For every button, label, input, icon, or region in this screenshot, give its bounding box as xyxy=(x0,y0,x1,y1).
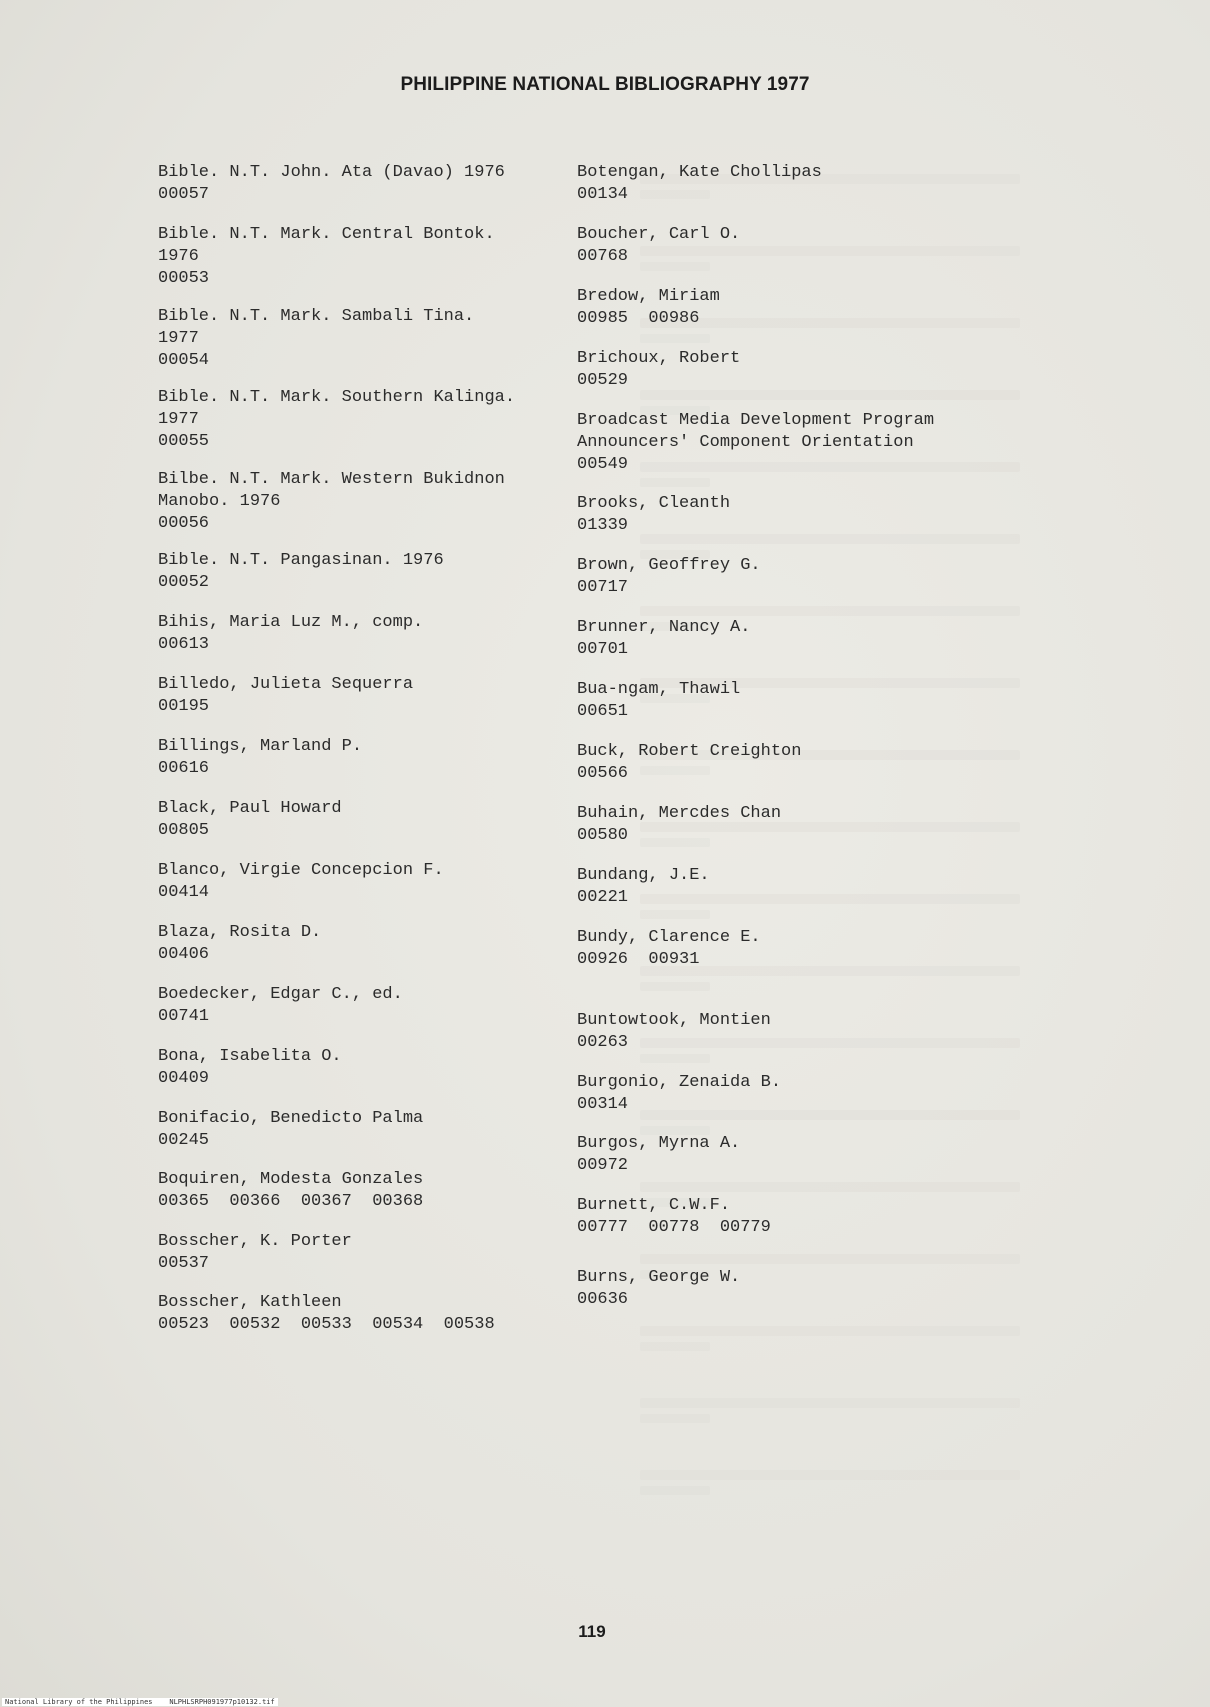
bibliography-entry xyxy=(158,469,505,535)
entry-line: 00523 00532 00533 00534 00538 xyxy=(158,1315,495,1334)
entry-heading: Burns, George W. xyxy=(577,1268,741,1287)
entry-heading: Billings, Marland P. xyxy=(158,737,363,756)
entry-heading: Burgonio, Zenaida B. xyxy=(577,1073,782,1092)
bibliography-entry xyxy=(577,1267,740,1311)
entry-heading: Bredow, Miriam xyxy=(577,287,720,306)
entry-line: 00926 00931 xyxy=(577,950,700,969)
entry-line: 00053 xyxy=(158,269,210,288)
bibliography-entry xyxy=(577,286,720,330)
entry-line: Announcers' Component Orientation xyxy=(577,433,914,452)
entry-heading: Buck, Robert Creighton xyxy=(577,742,802,761)
entry-line: 00414 xyxy=(158,883,210,902)
bibliography-entry xyxy=(577,865,710,909)
entry-line: 00529 xyxy=(577,371,629,390)
entry-heading: Boedecker, Edgar C., ed. xyxy=(158,985,403,1004)
entry-line: 00365 00366 00367 00368 xyxy=(158,1192,424,1211)
bibliography-entry xyxy=(158,736,362,780)
entry-heading: Bosscher, Kathleen xyxy=(158,1293,342,1312)
bibliography-entry xyxy=(577,617,750,661)
entry-heading: Bible. N.T. Mark. Sambali Tina. xyxy=(158,307,475,326)
bibliography-entry xyxy=(158,860,444,904)
bleed-through-line xyxy=(640,1470,1060,1536)
entry-heading: Boquiren, Modesta Gonzales xyxy=(158,1170,424,1189)
entry-heading: Billedo, Julieta Sequerra xyxy=(158,675,414,694)
bibliography-entry xyxy=(577,1195,771,1239)
entry-heading: Buntowtook, Montien xyxy=(577,1011,771,1030)
bibliography-entry xyxy=(158,922,321,966)
entry-line: 00314 xyxy=(577,1095,629,1114)
entry-line: 00717 xyxy=(577,578,629,597)
bibliography-entry xyxy=(158,550,444,594)
bleed-through-line xyxy=(640,1326,1060,1392)
bibliography-entry xyxy=(577,679,740,723)
bibliography-entry xyxy=(158,1169,423,1213)
bibliography-entry xyxy=(158,1292,495,1336)
entry-heading: Buhain, Mercdes Chan xyxy=(577,804,782,823)
entry-line: 1976 xyxy=(158,247,199,266)
entry-line: 1977 xyxy=(158,410,199,429)
entry-heading: Bosscher, K. Porter xyxy=(158,1232,352,1251)
bibliography-entry xyxy=(577,927,761,971)
entry-heading: Bible. N.T. Mark. Southern Kalinga. xyxy=(158,388,516,407)
bibliography-entry xyxy=(158,387,515,453)
entry-heading: Blaza, Rosita D. xyxy=(158,923,322,942)
entry-line: 00537 xyxy=(158,1254,210,1273)
entry-line: 00052 xyxy=(158,573,210,592)
entry-line: 00245 xyxy=(158,1131,210,1150)
bibliography-entry xyxy=(577,410,934,476)
bibliography-entry xyxy=(577,162,822,206)
bleed-through-line xyxy=(640,1398,1060,1464)
entry-heading: Brunner, Nancy A. xyxy=(577,618,751,637)
entry-heading: Bihis, Maria Luz M., comp. xyxy=(158,613,424,632)
entry-line: 00701 xyxy=(577,640,629,659)
entry-line: 00985 00986 xyxy=(577,309,700,328)
entry-line: 00613 xyxy=(158,635,210,654)
entry-line: 00777 00778 00779 xyxy=(577,1218,771,1237)
entry-line: 00566 xyxy=(577,764,629,783)
entry-heading: Bua-ngam, Thawil xyxy=(577,680,741,699)
bibliography-entry xyxy=(577,348,740,392)
entry-line: 00134 xyxy=(577,185,629,204)
entry-line: 00057 xyxy=(158,185,210,204)
entry-heading: Burnett, C.W.F. xyxy=(577,1196,731,1215)
bibliography-entry xyxy=(577,493,730,537)
entry-line: 00651 xyxy=(577,702,629,721)
entry-line: 00549 xyxy=(577,455,629,474)
bibliography-entry xyxy=(158,1108,423,1152)
entry-heading: Bundang, J.E. xyxy=(577,866,710,885)
entry-line: 00636 xyxy=(577,1290,629,1309)
entry-line: 00616 xyxy=(158,759,210,778)
bibliography-entry xyxy=(158,674,413,718)
entry-heading: Black, Paul Howard xyxy=(158,799,342,818)
entry-heading: Bona, Isabelita O. xyxy=(158,1047,342,1066)
scan-credit: National Library of the Philippines NLPHLSRPH091977p10132.tif xyxy=(2,1698,278,1706)
bibliography-entry xyxy=(158,798,342,842)
bibliography-entry xyxy=(158,224,495,290)
bibliography-entry xyxy=(577,741,801,785)
bibliography-entry xyxy=(577,1072,781,1116)
entry-line: 1977 xyxy=(158,329,199,348)
entry-heading: Bundy, Clarence E. xyxy=(577,928,761,947)
entry-line: 00263 xyxy=(577,1033,629,1052)
bibliography-entry xyxy=(158,162,505,206)
bibliography-entry xyxy=(577,555,761,599)
entry-heading: Blanco, Virgie Concepcion F. xyxy=(158,861,444,880)
entry-line: 01339 xyxy=(577,516,629,535)
page-title: PHILIPPINE NATIONAL BIBLIOGRAPHY 1977 xyxy=(400,74,810,95)
bibliography-entry xyxy=(158,612,423,656)
entry-line: 00056 xyxy=(158,514,210,533)
entry-heading: Burgos, Myrna A. xyxy=(577,1134,741,1153)
entry-heading: Bible. N.T. Pangasinan. 1976 xyxy=(158,551,444,570)
entry-line: 00406 xyxy=(158,945,210,964)
entry-heading: Bonifacio, Benedicto Palma xyxy=(158,1109,424,1128)
entry-line: 00195 xyxy=(158,697,210,716)
entry-heading: Boucher, Carl O. xyxy=(577,225,741,244)
entry-line: Manobo. 1976 xyxy=(158,492,281,511)
entry-heading: Bilbe. N.T. Mark. Western Bukidnon xyxy=(158,470,505,489)
entry-line: 00221 xyxy=(577,888,629,907)
bibliography-entry xyxy=(158,1046,342,1090)
entry-heading: Bible. N.T. John. Ata (Davao) 1976 xyxy=(158,163,505,182)
entry-line: 00054 xyxy=(158,351,210,370)
entry-line: 00055 xyxy=(158,432,210,451)
entry-line: 00768 xyxy=(577,247,629,266)
entry-line: 00409 xyxy=(158,1069,210,1088)
bibliography-entry xyxy=(577,1010,771,1054)
bibliography-entry xyxy=(158,1231,352,1275)
page-number: 119 xyxy=(578,1622,606,1641)
entry-line: 00741 xyxy=(158,1007,210,1026)
bibliography-entry xyxy=(158,306,474,372)
entry-heading: Botengan, Kate Chollipas xyxy=(577,163,822,182)
bibliography-entry xyxy=(577,224,740,268)
entry-line: 00805 xyxy=(158,821,210,840)
entry-line: 00972 xyxy=(577,1156,629,1175)
entry-heading: Bible. N.T. Mark. Central Bontok. xyxy=(158,225,495,244)
bibliography-entry xyxy=(577,1133,740,1177)
entry-heading: Brown, Geoffrey G. xyxy=(577,556,761,575)
entry-heading: Brichoux, Robert xyxy=(577,349,741,368)
entry-heading: Broadcast Media Development Program xyxy=(577,411,935,430)
entry-heading: Brooks, Cleanth xyxy=(577,494,731,513)
bibliography-entry xyxy=(158,984,403,1028)
bibliography-entry xyxy=(577,803,781,847)
entry-line: 00580 xyxy=(577,826,629,845)
